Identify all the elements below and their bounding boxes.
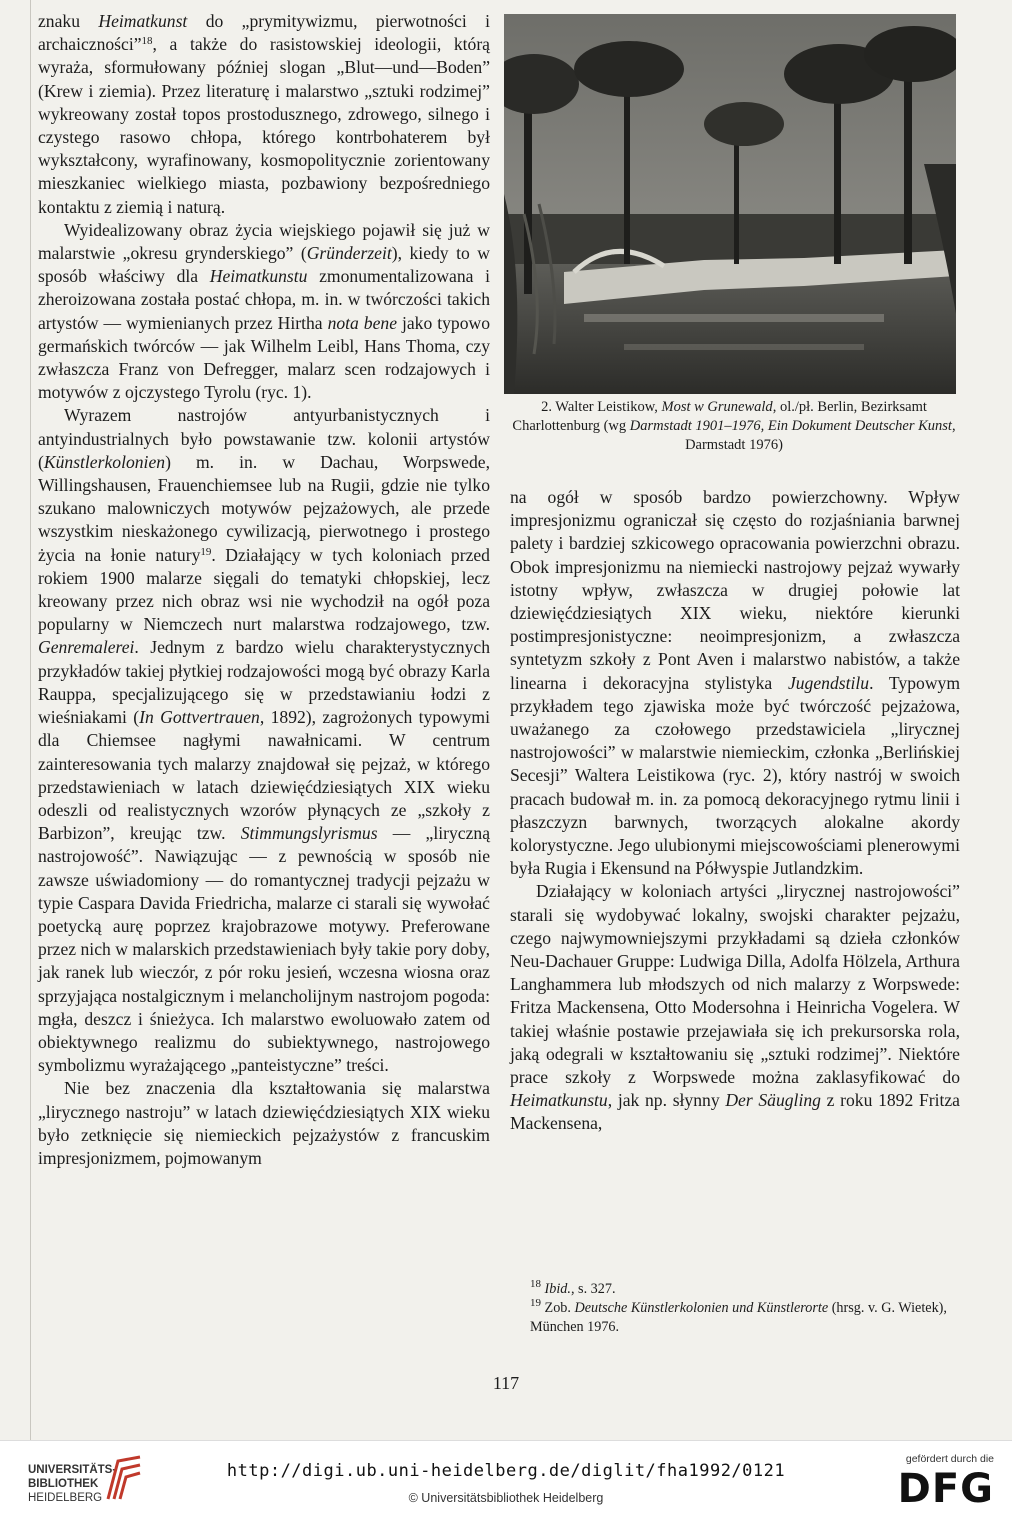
paragraph: Nie bez znaczenia dla kształtowania się malarstwa „lirycznego nastroju” w latach dziewięćdziesiątych XIX wieku było zetknięcie się niemieckich pejzażystów z francuskim impresjonizmem, pojmowanym	[38, 1078, 490, 1168]
funding-label: gefördert durch die	[905, 1453, 994, 1465]
painting-image	[504, 14, 956, 394]
permalink-url[interactable]: http://digi.ub.uni-heidelberg.de/diglit/fha1992/0121	[226, 1461, 786, 1481]
footnote: $^{19}$ Zob. Deutsche Künstlerkolonien und Künstlerorte (hrsg. v. G. Wietek), München 1976.	[530, 1297, 947, 1335]
copyright: © Universitätsbibliothek Heidelberg	[408, 1491, 604, 1505]
dfg-logo: DFG	[897, 1466, 994, 1512]
figure-painting	[504, 14, 956, 394]
footnotes	[530, 1280, 958, 1337]
figure-caption: 2. Walter Leistikow, Most w Grunewald, ol./pł. Berlin, Bezirksamt Charlottenburg (wg Darmstadt 1901–1976, Ein Dokument Deutscher Kunst, Darmstadt 1976)	[512, 399, 956, 453]
paragraph: Działający w koloniach artyści „lirycznej nastrojowości” starali się wydobywać lokalny, swojski charakter pejzażu, czego najwymowniejszymi przykładami są dzieła członków Neu-Dachauer Gruppe: Ludwiga Dilla, Adolfa Hölzela, Arthura Langhammera lub młodszych od nich malarzy z Worpswede: Fritza Mackensena, Otto Modersohna i Heinricha Vogelera. W takiej właśnie postawie przejawiała się ich prekursorska rola, jaką odegrali w kształtowaniu się „sztuki rodzimej”. Niektóre prace szkoły z Worpswede można zaklasyfikować do Heimatkunstu, jak np. słynny Der Säugling z roku 1892 Fritza Mackensena,	[510, 881, 960, 1134]
paragraph: Wyidealizowany obraz życia wiejskiego pojawił się już w malarstwie „okresu grynderskiego” (Gründerzeit), kiedy to w sposób właściwy dla Heimatkunstu zmonumentalizowana i zheroizowana została postać chłopa, m. in. w twórczości takich artystów — wymienianych przez Hirtha nota bene jako typowo germańskich twórców — jak Wilhelm Leibl, Hans Thoma, czy zwłaszcza Franz von Defregger, malarz scen rodzajowych i motywów z ojczystego Tyrolu (ryc. 1).	[38, 219, 490, 403]
paragraph: znaku Heimatkunst do „prymitywizmu, pierwotności i archaiczności”$^{18}$, a także do rasistowskiej ideologii, którą wyraża, sformułowany później slogan „Blut—und—Boden” (Krew i ziemia). Przez literaturę i malarstwo „sztuki rodzimej” wykreowany został topos prostodusznego, zdrowego, silnego i czystego rasowo chłopa, którego kontrbohaterem był wykształcony, wyrafinowany, kosmopolitycznie zorientowany mieszkaniec wielkiego miasta, pozbawiony bezpośredniego kontaktu z ziemią i naturą.	[38, 11, 490, 217]
left-column	[38, 10, 490, 1170]
library-name-line: UNIVERSITÄTS-	[28, 1464, 117, 1476]
page-number: 117	[492, 1373, 520, 1393]
right-column	[510, 486, 960, 1136]
paragraph: Wyrazem nastrojów antyurbanistycznych i antyindustrialnych było powstawanie tzw. kolonii artystów (Künstlerkolonien) m. in. w Dachau, Worpswede, Willingshausen, Frauenchiemsee lub na Rugii, gdzie nie tylko szukano malowniczych motywów pejzażowych, ale przede wszystkim nieskażonego cywilizacją, pierwotnego i prostego życia na łonie natury$^{19}$. Działający w tych koloniach przed rokiem 1900 malarze sięgali do tematyki chłopskiej, lecz kreowany przez nich obraz wsi nie wychodził na ogół poza popularny w Niemczech nurt malarstwa rodzajowego, tzw. Genremalerei. Jednym z bardzo wielu charakterystycznych przykładów takiej płytkiej rodzajowości mogą być obrazy Karla Rauppa, specjalizującego się w przedstawianiu łodzi z wieśniakami (In Gottvertrauen, 1892), zagrożonych typowymi dla Chiemsee nagłymi nawałnicami. W centrum zainteresowania tych malarzy znajdował się pejzaż, w którego przedstawieniach w latach dziewięćdziesiątych XIX wieku odeszli od realistycznych wzorów płynących ze „szkoły z Barbizon”, kreując tzw. Stimmungslyrismus — „liryczną nastrojowość”. Nawiązując — z pewnością w sposób nie zawsze uświadomiony — do romantycznej tradycji pejzażu w typie Caspara Davida Friedricha, malarze ci starali się wywołać poetycką aurę poprzez krajobrazowe motywy. Preferowane przez nich w malarskich przedstawieniach były takie pory doby, jak ranek lub wieczór, z pór roku jesień, wczesna wiosna oraz sprzyjająca nostalgicznym i melancholijnym nastrojom pogoda: mgła, deszcz i śnieżyca. Ich malarstwo ewoluowało zatem od obiektywnego realizmu do subiektywnego, nastrojowego symbolizmu wyrażającego „panteistyczne” treści.	[38, 405, 490, 1076]
footnote: $^{18}$ Ibid., s. 327.	[530, 1278, 616, 1297]
library-name-line: HEIDELBERG	[28, 1492, 103, 1504]
binding-edge	[30, 0, 31, 1440]
library-name-line: BIBLIOTHEK	[28, 1478, 99, 1490]
viewer-footer	[0, 1440, 1012, 1522]
paragraph: na ogół w sposób bardzo powierzchowny. Wpływ impresjonizmu ograniczał się często do rozjaśniania barwnej palety i bardziej szkicowego opracowania powierzchni obrazu. Obok impresjonizmu na niemiecki nastrojowy pejzaż wywarły istotny wpływ, zwłaszcza w drugiej połowie lat dziewięćdziesiątych XIX wieku, niektóre kierunki postimpresjonistyczne: neoimpresjonizm, a zwłaszcza syntetyzm szkoły z Pont Aven i malarstwo nabistów, a także linearna i dekoracyjna stylistyka Jugendstilu. Typowym przykładem tego zjawiska może być twórczość pejzażowa, uważanego za czołowego przedstawiciela „lirycznej nastrojowości” w malarstwie niemieckim, członka „Berlińskiej Secesji” Waltera Leistikowa (ryc. 2), który nastrój w swoich pracach budował m. in. za pomocą dekoracyjnego rytmu linii i płaszczyzn barwnych, tworzących alokalne akordy kolorystyczne. Jego ulubionymi miejscowościami plenerowymi była Rugia i Ekensund na Półwyspie Jutlandzkim.	[510, 487, 961, 879]
